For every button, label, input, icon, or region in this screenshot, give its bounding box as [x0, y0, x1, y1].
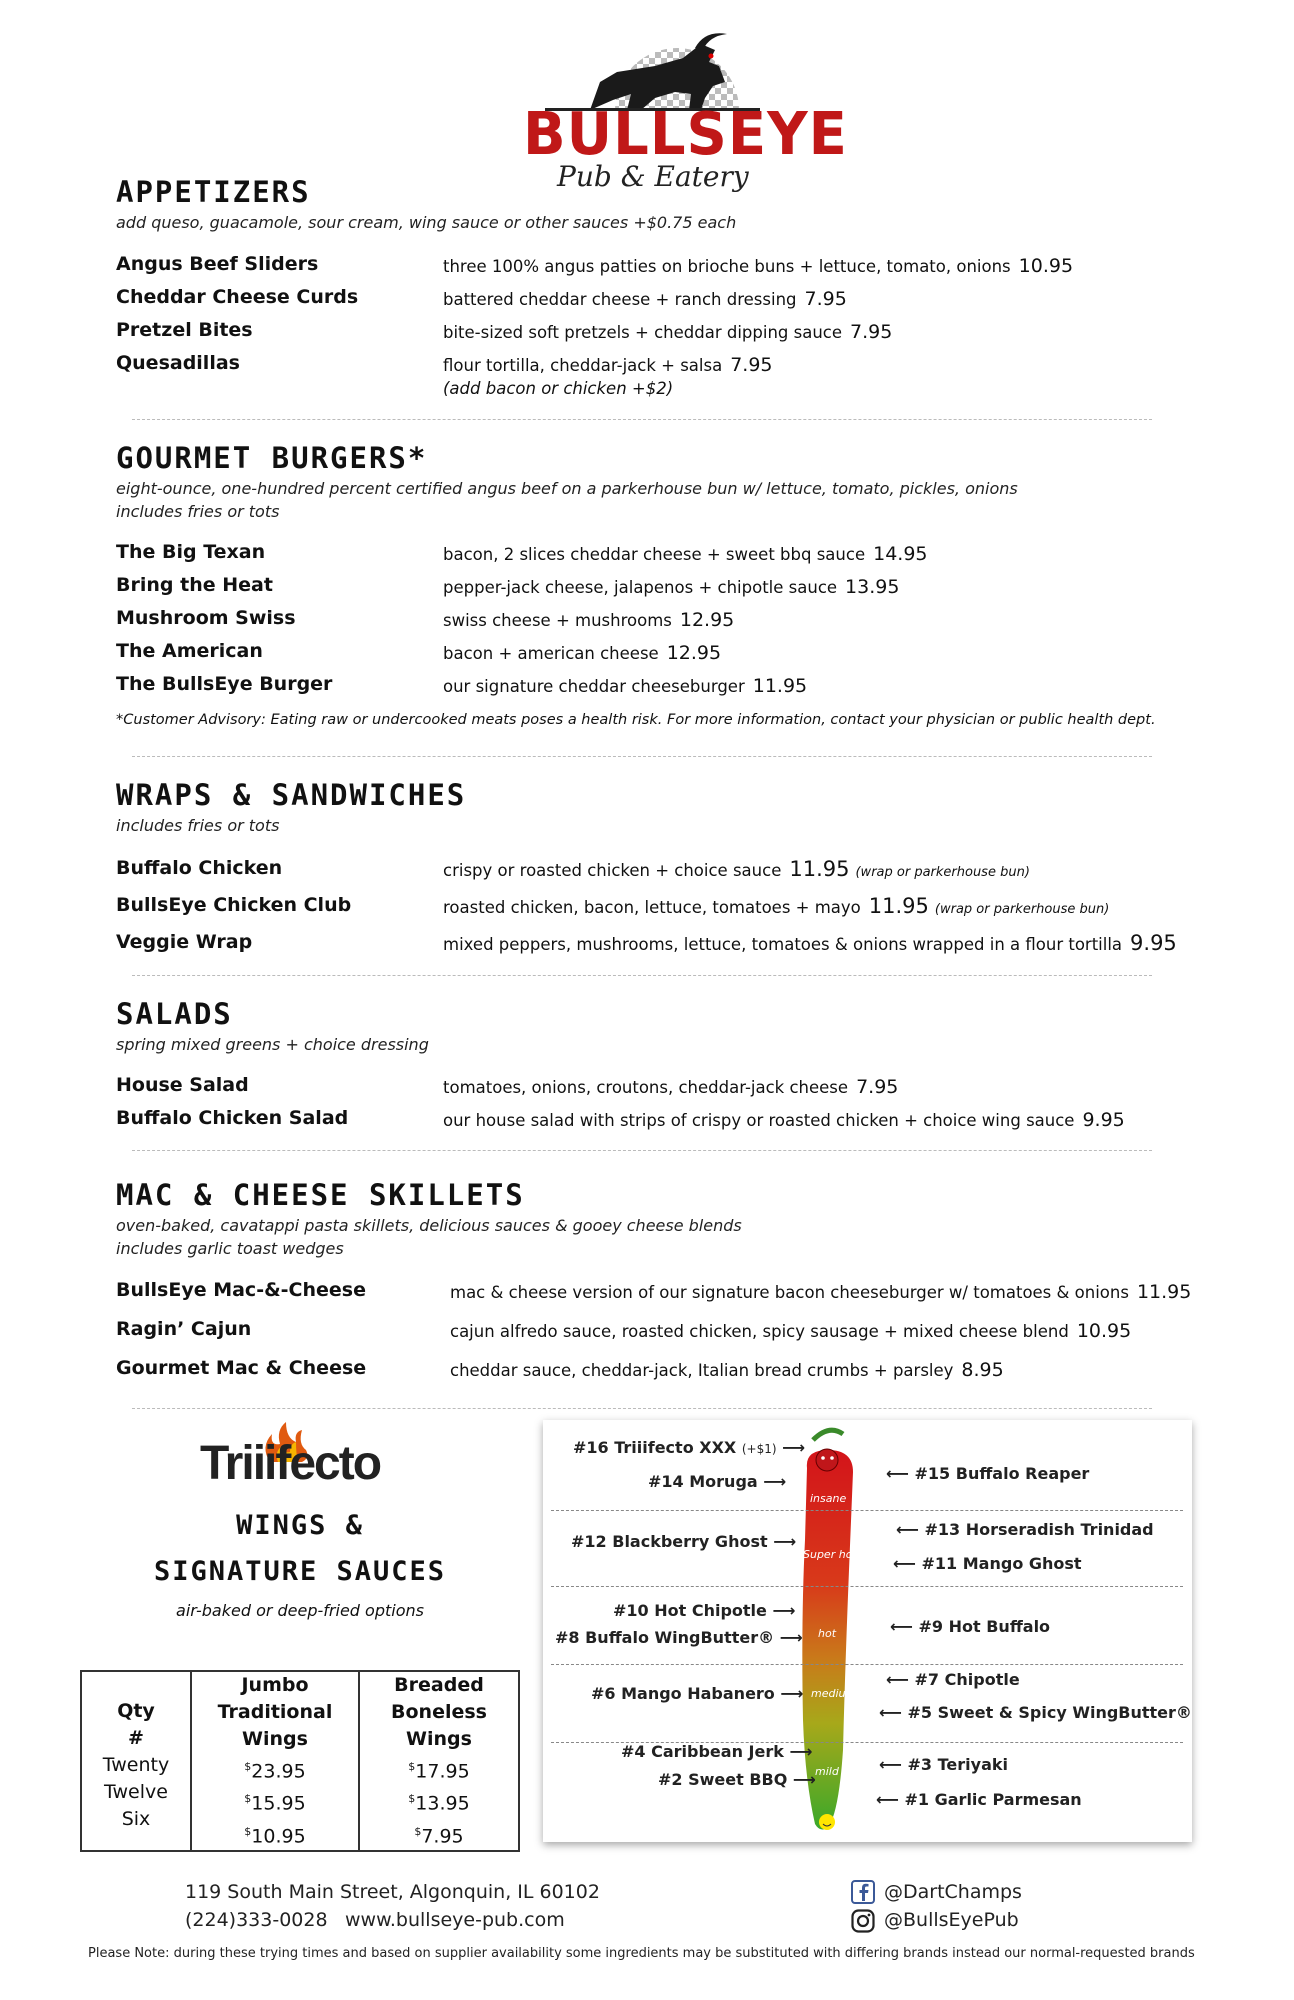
sauce-label: #6 Mango Habanero ⟶	[591, 1684, 804, 1703]
menu-item-name: The American	[116, 640, 263, 662]
arrow-right-icon: ⟶	[779, 1628, 803, 1647]
menu-item-price: 7.95	[804, 288, 847, 310]
menu-item-desc: pepper-jack cheese, jalapenos + chipotle sauce 13.95	[443, 576, 900, 598]
heat-divider	[551, 1510, 1183, 1511]
arrow-right-icon: ⟶	[780, 1684, 804, 1703]
arrow-right-icon: ⟶	[763, 1472, 787, 1491]
table-header: Jumbo	[241, 1674, 309, 1696]
menu-item-name: House Salad	[116, 1074, 249, 1096]
arrow-left-icon: ⟵	[896, 1520, 919, 1539]
menu-item-price: 14.95	[873, 543, 928, 565]
menu-item-name: Mushroom Swiss	[116, 607, 296, 629]
heat-divider	[551, 1586, 1183, 1587]
menu-item-price: 11.95	[868, 894, 929, 918]
menu-item-name: Quesadillas	[116, 352, 240, 374]
table-cell: $23.95	[244, 1760, 306, 1783]
heat-divider	[551, 1664, 1183, 1665]
menu-item-price: 7.95	[730, 354, 773, 376]
menu-item-price: 12.95	[679, 609, 735, 631]
wings-title-2: SIGNATURE SAUCES	[153, 1556, 447, 1587]
arrow-right-icon: ⟶	[773, 1532, 797, 1551]
burgers-title: GOURMET BURGERS*	[116, 441, 428, 475]
arrow-left-icon: ⟵	[879, 1703, 902, 1722]
menu-item-name: Buffalo Chicken	[116, 857, 283, 879]
menu-item-desc: roasted chicken, bacon, lettuce, tomatoes + mayo 11.95 (wrap or parkerhouse bun)	[443, 894, 1110, 918]
menu-item-price: 7.95	[856, 1076, 899, 1098]
menu-item-name: Cheddar Cheese Curds	[116, 286, 359, 308]
table-cell: $10.95	[244, 1824, 306, 1847]
logo-subtitle: Pub & Eatery	[557, 160, 749, 193]
menu-item-name: Angus Beef Sliders	[116, 253, 319, 275]
sauce-heat-scale	[543, 1420, 1192, 1842]
supplier-note: Please Note: during these trying times and based on supplier availability some ingredients may be substituted with differing brands instead our normal-requested brands	[88, 1946, 1195, 1961]
arrow-right-icon: ⟶	[789, 1742, 813, 1761]
arrow-left-icon: ⟵	[893, 1554, 916, 1573]
triiifecto-logo	[200, 1428, 400, 1498]
sauce-label: ⟵ #5 Sweet & Spicy WingButter®	[879, 1703, 1192, 1722]
menu-item-desc: mac & cheese version of our signature bacon cheeseburger w/ tomatoes & onions 11.95	[450, 1281, 1192, 1303]
table-header: Qty	[117, 1700, 155, 1723]
menu-item-price: 9.95	[1082, 1109, 1125, 1131]
menu-item-name: The BullsEye Burger	[116, 673, 333, 695]
wraps-title: WRAPS & SANDWICHES	[116, 778, 467, 812]
menu-item-desc: our house salad with strips of crispy or roasted chicken + choice wing sauce 9.95	[443, 1109, 1125, 1131]
menu-item-extra: (add bacon or chicken +$2)	[443, 379, 674, 398]
sauce-label: #8 Buffalo WingButter® ⟶	[555, 1628, 803, 1647]
table-header: Breaded	[394, 1674, 484, 1696]
menu-item-price: 9.95	[1130, 931, 1177, 955]
table-header: Traditional	[217, 1701, 333, 1723]
triiifecto-brand: Triiifecto	[200, 1437, 381, 1490]
appetizers-title: APPETIZERS	[116, 175, 311, 209]
heat-zone-label: hot	[818, 1627, 837, 1640]
sauce-label: ⟵ #15 Buffalo Reaper	[886, 1464, 1090, 1483]
sauce-label: #2 Sweet BBQ ⟶	[658, 1770, 816, 1789]
menu-item-price: 12.95	[666, 642, 722, 664]
menu-item-desc: mixed peppers, mushrooms, lettuce, tomatoes & onions wrapped in a flour tortilla 9.95	[443, 931, 1177, 955]
arrow-right-icon: ⟶	[772, 1601, 796, 1620]
wings-price-table	[80, 1670, 520, 1852]
address: 119 South Main Street, Algonquin, IL 60102	[185, 1881, 600, 1903]
section-divider	[132, 419, 1152, 420]
sauce-label: ⟵ #13 Horseradish Trinidad	[896, 1520, 1154, 1539]
sauce-label: ⟵ #9 Hot Buffalo	[890, 1617, 1051, 1636]
menu-item-price: 10.95	[1018, 255, 1074, 277]
facebook-icon[interactable]	[851, 1880, 875, 1904]
menu-item-desc: our signature cheddar cheeseburger 11.95	[443, 675, 808, 697]
menu-item-desc: flour tortilla, cheddar-jack + salsa 7.95	[443, 354, 773, 376]
menu-item-name: Veggie Wrap	[116, 931, 253, 953]
table-cell: $15.95	[244, 1792, 306, 1815]
boneless-column	[359, 1671, 519, 1851]
phone: (224)333-0028	[185, 1909, 328, 1931]
sauce-label: #16 Triiifecto XXX (+$1) ⟶	[573, 1438, 806, 1457]
arrow-left-icon: ⟵	[890, 1617, 913, 1636]
instagram-icon[interactable]	[851, 1909, 875, 1933]
wings-options: air-baked or deep-fried options	[176, 1601, 424, 1620]
menu-item-price: 10.95	[1076, 1320, 1132, 1342]
menu-item-price: 7.95	[850, 321, 893, 343]
instagram-handle[interactable]: @BullsEyePub	[884, 1909, 1019, 1931]
menu-item-name: Bring the Heat	[116, 574, 273, 596]
arrow-left-icon: ⟵	[876, 1790, 899, 1809]
menu-item-price: 13.95	[845, 576, 900, 598]
salads-note: spring mixed greens + choice dressing	[116, 1035, 429, 1054]
arrow-left-icon: ⟵	[886, 1464, 909, 1483]
table-cell: $13.95	[408, 1792, 470, 1815]
table-header: Wings	[242, 1728, 308, 1750]
menu-item-extra: (wrap or parkerhouse bun)	[934, 902, 1110, 917]
menu-item-price: 8.95	[961, 1359, 1004, 1381]
menu-item-desc: swiss cheese + mushrooms 12.95	[443, 609, 735, 631]
sauce-label: ⟵ #3 Teriyaki	[879, 1755, 1008, 1774]
heat-zone-label: mild	[815, 1765, 839, 1778]
heat-zone-label: insane	[810, 1492, 847, 1505]
menu-item-desc: tomatoes, onions, croutons, cheddar-jack cheese 7.95	[443, 1076, 899, 1098]
menu-item-name: The Big Texan	[116, 541, 266, 563]
menu-item-extra: (wrap or parkerhouse bun)	[855, 865, 1030, 880]
heat-zone-label: medium	[811, 1687, 857, 1700]
sauce-label: #14 Moruga ⟶	[648, 1472, 787, 1491]
burgers-note-2: includes fries or tots	[116, 502, 280, 521]
sauce-label: #10 Hot Chipotle ⟶	[613, 1601, 796, 1620]
appetizers-note: add queso, guacamole, sour cream, wing sauce or other sauces +$0.75 each	[116, 213, 737, 232]
sauce-label: ⟵ #7 Chipotle	[886, 1670, 1020, 1689]
menu-item-desc: cheddar sauce, cheddar-jack, Italian bread crumbs + parsley 8.95	[450, 1359, 1004, 1381]
arrow-left-icon: ⟵	[886, 1670, 909, 1689]
menu-item-desc: bite-sized soft pretzels + cheddar dipping sauce 7.95	[443, 321, 893, 343]
wraps-note: includes fries or tots	[116, 816, 280, 835]
sauce-label: #4 Caribbean Jerk ⟶	[621, 1742, 813, 1761]
mac-note: oven-baked, cavatappi pasta skillets, delicious sauces & gooey cheese blends	[116, 1216, 742, 1235]
table-header: Wings	[406, 1728, 472, 1750]
menu-item-desc: bacon, 2 slices cheddar cheese + sweet bbq sauce 14.95	[443, 543, 928, 565]
sauce-label: ⟵ #11 Mango Ghost	[893, 1554, 1082, 1573]
table-cell: Six	[121, 1808, 151, 1831]
facebook-handle[interactable]: @DartChamps	[884, 1881, 1022, 1903]
table-cell: Twelve	[104, 1781, 168, 1804]
menu-item-name: Ragin’ Cajun	[116, 1318, 252, 1340]
website-link[interactable]: www.bullseye-pub.com	[345, 1909, 565, 1931]
menu-item-name: BullsEye Chicken Club	[116, 894, 352, 916]
arrow-right-icon: ⟶	[782, 1438, 806, 1457]
menu-item-price: 11.95	[1136, 1281, 1192, 1303]
mac-note-2: includes garlic toast wedges	[116, 1239, 344, 1258]
bullseye-logo	[505, 22, 848, 193]
table-header: Boneless	[391, 1701, 487, 1723]
wings-title: WINGS &	[236, 1510, 364, 1541]
section-divider	[132, 1408, 1152, 1409]
sauce-label: #12 Blackberry Ghost ⟶	[571, 1532, 797, 1551]
mac-title: MAC & CHEESE SKILLETS	[116, 1178, 525, 1212]
heat-zone-label: Super hot	[803, 1548, 857, 1561]
section-divider	[132, 756, 1152, 757]
arrow-left-icon: ⟵	[879, 1755, 902, 1774]
table-cell: $17.95	[408, 1760, 470, 1783]
bull-icon	[505, 22, 795, 112]
traditional-column	[191, 1671, 359, 1851]
qty-column	[81, 1671, 191, 1851]
logo-title: BULLSEYE	[523, 100, 848, 169]
menu-item-name: Pretzel Bites	[116, 319, 253, 341]
menu-item-desc: bacon + american cheese 12.95	[443, 642, 722, 664]
section-divider	[132, 975, 1152, 976]
table-header: #	[128, 1727, 144, 1750]
menu-item-name: Buffalo Chicken Salad	[116, 1107, 349, 1129]
customer-advisory: *Customer Advisory: Eating raw or undercooked meats poses a health risk. For more information, contact your physician or public health dept.	[116, 712, 1156, 728]
menu-item-desc: cajun alfredo sauce, roasted chicken, spicy sausage + mixed cheese blend 10.95	[450, 1320, 1132, 1342]
menu-item-desc: battered cheddar cheese + ranch dressing 7.95	[443, 288, 847, 310]
sauce-label: ⟵ #1 Garlic Parmesan	[876, 1790, 1082, 1809]
salads-title: SALADS	[116, 997, 233, 1031]
menu-item-price: 11.95	[752, 675, 808, 697]
menu-item-desc: crispy or roasted chicken + choice sauce 11.95 (wrap or parkerhouse bun)	[443, 857, 1030, 881]
menu-item-name: Gourmet Mac & Cheese	[116, 1357, 367, 1379]
menu-item-price: 11.95	[789, 857, 850, 881]
menu-item-desc: three 100% angus patties on brioche buns + lettuce, tomato, onions 10.95	[443, 255, 1074, 277]
menu-item-name: BullsEye Mac-&-Cheese	[116, 1279, 366, 1301]
burgers-note: eight-ounce, one-hundred percent certified angus beef on a parkerhouse bun w/ lettuce, tomato, pickles, onions	[116, 479, 1018, 498]
table-cell: $7.95	[414, 1824, 464, 1847]
arrow-right-icon: ⟶	[792, 1770, 816, 1789]
section-divider	[132, 1150, 1152, 1151]
table-cell: Twenty	[102, 1754, 170, 1777]
